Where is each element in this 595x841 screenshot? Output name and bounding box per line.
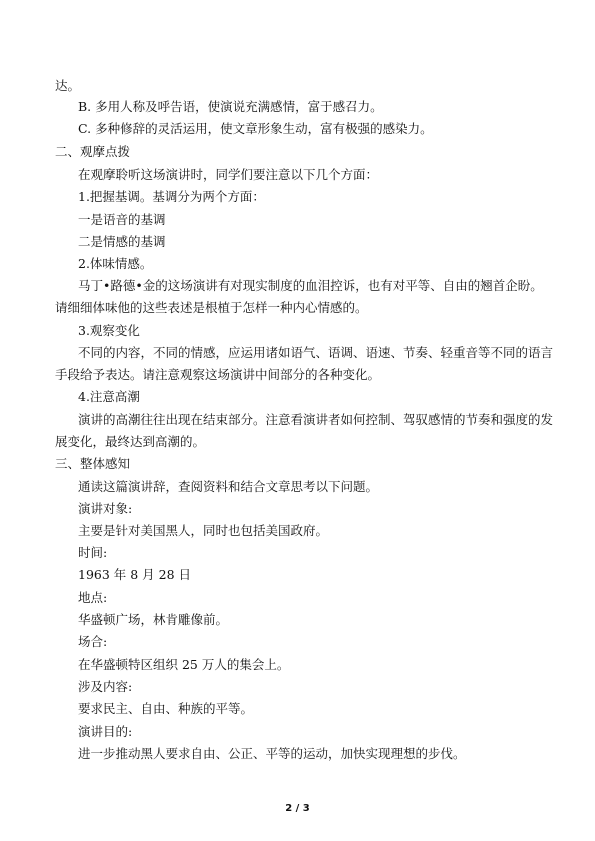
field-value: 1963 年 8 月 28 日 [78, 567, 192, 582]
text-line: 不同的内容，不同的情感，应运用诸如语气、语调、语速、节奏、轻重音等不同的语言 [78, 345, 554, 360]
text-line: 手段给予表达。请注意观察这场演讲中间部分的各种变化。 [55, 367, 381, 382]
field-value: 进一步推动黑人要求自由、公正、平等的运动，加快实现理想的步伐。 [78, 746, 466, 761]
subheading: 1.把握基调。基调分为两个方面： [78, 189, 265, 204]
text-line: 二是情感的基调 [78, 234, 166, 249]
text-line: 请细细体味他的这些表述是根植于怎样一种内心情感的。 [55, 300, 368, 315]
section-heading: 三、整体感知 [55, 456, 131, 471]
field-value: 华盛顿广场，林肯雕像前。 [78, 612, 229, 627]
subheading: 4.注意高潮 [78, 389, 140, 404]
field-value: 在华盛顿特区组织 25 万人的集会上。 [78, 657, 290, 672]
text-line: 展变化，最终达到高潮的。 [55, 434, 206, 449]
text-line: B. 多用人称及呼告语，使演说充满感情，富于感召力。 [78, 99, 383, 114]
field-label: 时间: [78, 545, 108, 560]
field-label: 地点: [78, 590, 108, 605]
text-line: 一是语音的基调 [78, 212, 166, 227]
field-label: 演讲目的: [78, 724, 133, 739]
page-number: 2 / 3 [285, 803, 310, 814]
text-line: 演讲的高潮往往出现在结束部分。注意看演讲者如何控制、驾驭感情的节奏和强度的发 [78, 412, 554, 427]
text-line: 达。 [55, 78, 81, 93]
subheading: 2.体味情感。 [78, 256, 153, 271]
field-label: 场合: [78, 634, 108, 649]
text-line: 马丁•路德•金的这场演讲有对现实制度的血泪控诉，也有对平等、自由的翘首企盼。 [78, 278, 543, 293]
text-line: C. 多种修辞的灵活运用，使文章形象生动，富有极强的感染力。 [78, 121, 433, 136]
field-label: 涉及内容: [78, 679, 133, 694]
text-line: 在观摩聆听这场演讲时，同学们要注意以下几个方面： [78, 167, 379, 182]
subheading: 3.观察变化 [78, 323, 140, 338]
field-value: 主要是针对美国黑人，同时也包括美国政府。 [78, 523, 329, 538]
field-value: 要求民主、自由、种族的平等。 [78, 701, 254, 716]
text-line: 通读这篇演讲辞，查阅资料和结合文章思考以下问题。 [78, 479, 379, 494]
section-heading: 二、观摩点拨 [55, 144, 131, 159]
field-label: 演讲对象: [78, 501, 133, 516]
